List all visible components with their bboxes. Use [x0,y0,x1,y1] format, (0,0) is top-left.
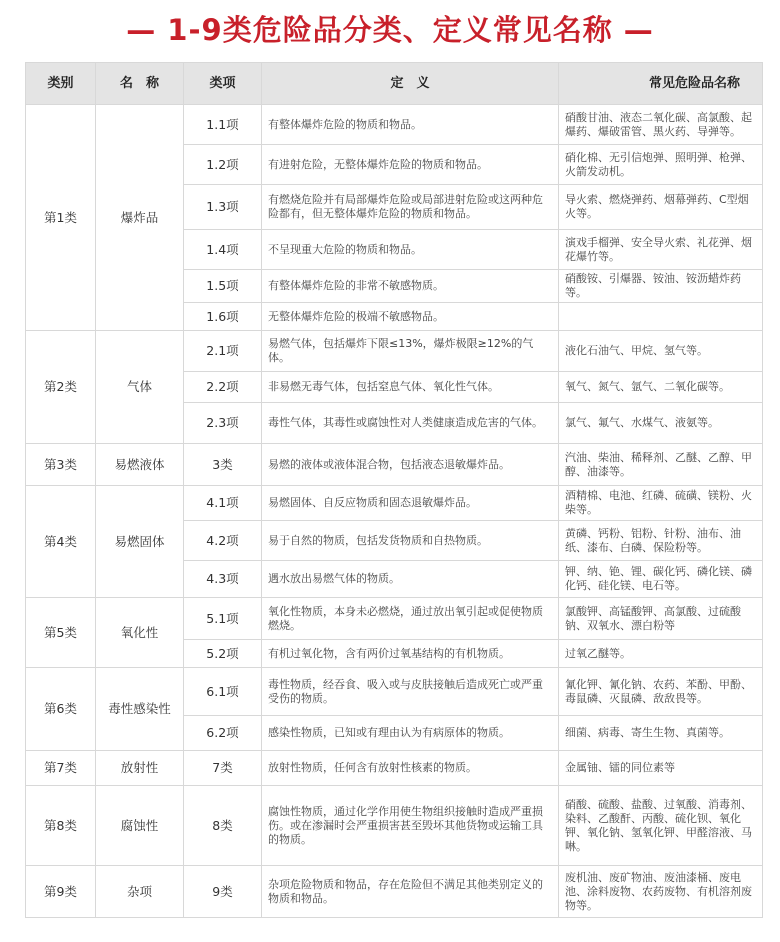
definition-cell: 有机过氧化物，含有两价过氧基结构的有机物质。 [262,640,559,668]
category-cell: 第6类 [26,668,96,751]
category-cell: 第2类 [26,331,96,444]
table-row [26,105,763,145]
subclass-cell: 4.2项 [184,521,262,561]
examples-cell: 金属铀、镭的同位素等 [559,751,763,786]
subclass-cell: 1.1项 [184,105,262,145]
examples-cell [559,303,763,331]
category-cell: 第1类 [26,105,96,331]
table-row [26,331,763,372]
subclass-cell: 8类 [184,786,262,866]
definition-cell: 氧化性物质，本身未必燃烧，通过放出氧引起或促使物质燃烧。 [262,598,559,640]
definition-cell: 易燃固体、自反应物质和固态退敏爆炸品。 [262,486,559,521]
examples-cell: 钾、纳、铯、锂、碳化钙、磷化镁、磷化钙、硅化镁、电石等。 [559,561,763,598]
subclass-cell: 2.2项 [184,372,262,403]
examples-cell: 硝酸甘油、液态二氧化碳、高氯酸、起爆药、爆破雷管、黑火药、导弹等。 [559,105,763,145]
subclass-cell: 2.1项 [184,331,262,372]
header-examples: 常见危险品名称 [559,63,763,105]
examples-cell: 硝酸、硫酸、盐酸、过氧酸、消毒剂、染料、乙酸酐、丙酸、硫化钡、氧化钾、氧化钠、氢氧化钾、甲醛溶液、马啉。 [559,786,763,866]
subclass-cell: 6.2项 [184,716,262,751]
definition-cell: 遇水放出易燃气体的物质。 [262,561,559,598]
name-cell: 氧化性 [96,598,184,668]
definition-cell: 放射性物质，任何含有放射性核素的物质。 [262,751,559,786]
name-cell: 放射性 [96,751,184,786]
header-definition: 定 义 [262,63,559,105]
category-cell: 第8类 [26,786,96,866]
examples-cell: 细菌、病毒、寄生生物、真菌等。 [559,716,763,751]
examples-cell: 酒精棉、电池、红磷、硫磺、镁粉、火柴等。 [559,486,763,521]
definition-cell: 有整体爆炸危险的物质和物品。 [262,105,559,145]
table-row [26,786,763,866]
examples-cell: 氯酸钾、高锰酸钾、高氯酸、过硫酸钠、双氧水、漂白粉等 [559,598,763,640]
subclass-cell: 5.2项 [184,640,262,668]
page-title: — 1-9类危险品分类、定义常见名称 — [126,13,654,47]
header-name: 名 称 [96,63,184,105]
subclass-cell: 2.3项 [184,403,262,444]
examples-cell: 导火索、燃烧弹药、烟幕弹药、C型烟火等。 [559,185,763,230]
subclass-cell: 1.2项 [184,145,262,185]
examples-cell: 硝酸铵、引爆器、铵油、铵沥蜡炸药等。 [559,270,763,303]
subclass-cell: 1.5项 [184,270,262,303]
name-cell: 腐蚀性 [96,786,184,866]
definition-cell: 有燃烧危险并有局部爆炸危险或局部进射危险或这两种危险都有，但无整体爆炸危险的物质和物品。 [262,185,559,230]
examples-cell: 液化石油气、甲烷、氢气等。 [559,331,763,372]
examples-cell: 氯气、氟气、水煤气、液氨等。 [559,403,763,444]
category-cell: 第7类 [26,751,96,786]
definition-cell: 毒性物质，经吞食、吸入或与皮肤接触后造成死亡或严重受伤的物质。 [262,668,559,716]
category-cell: 第5类 [26,598,96,668]
subclass-cell: 1.4项 [184,230,262,270]
definition-cell: 易于自然的物质，包括发货物质和自热物质。 [262,521,559,561]
table-row [26,668,763,716]
definition-cell: 有进射危险，无整体爆炸危险的物质和物品。 [262,145,559,185]
examples-cell: 废机油、废矿物油、废油漆桶、废电池、涂料废物、农药废物、有机溶剂废物等。 [559,866,763,918]
name-cell: 毒性感染性 [96,668,184,751]
subclass-cell: 7类 [184,751,262,786]
table-row [26,444,763,486]
table-row [26,751,763,786]
definition-cell: 杂项危险物质和物品，存在危险但不满足其他类别定义的物质和物品。 [262,866,559,918]
category-cell: 第9类 [26,866,96,918]
hazmat-classification-table [25,62,763,918]
subclass-cell: 9类 [184,866,262,918]
examples-cell: 硝化棉、无引信炮弹、照明弹、枪弹、火箭发动机。 [559,145,763,185]
header-subclass: 类项 [184,63,262,105]
definition-cell: 毒性气体，其毒性或腐蚀性对人类健康造成危害的气体。 [262,403,559,444]
subclass-cell: 4.3项 [184,561,262,598]
examples-cell: 黄磷、钙粉、铝粉、针粉、油布、油纸、漆布、白磷、保险粉等。 [559,521,763,561]
name-cell: 杂项 [96,866,184,918]
definition-cell: 非易燃无毒气体，包括窒息气体、氧化性气体。 [262,372,559,403]
category-cell: 第3类 [26,444,96,486]
name-cell: 易燃固体 [96,486,184,598]
table-row [26,866,763,918]
definition-cell: 不呈现重大危险的物质和物品。 [262,230,559,270]
definition-cell: 感染性物质，已知或有理由认为有病原体的物质。 [262,716,559,751]
subclass-cell: 1.3项 [184,185,262,230]
header-category: 类别 [26,63,96,105]
subclass-cell: 1.6项 [184,303,262,331]
name-cell: 爆炸品 [96,105,184,331]
name-cell: 易燃液体 [96,444,184,486]
table-row [26,598,763,640]
subclass-cell: 5.1项 [184,598,262,640]
subclass-cell: 3类 [184,444,262,486]
definition-cell: 易燃气体，包括爆炸下限≤13%，爆炸极限≥12%的气体。 [262,331,559,372]
examples-cell: 汽油、柴油、稀释剂、乙醚、乙醇、甲醇、油漆等。 [559,444,763,486]
category-cell: 第4类 [26,486,96,598]
table-row [26,486,763,521]
subclass-cell: 6.1项 [184,668,262,716]
table-header-row [26,63,763,105]
definition-cell: 腐蚀性物质，通过化学作用使生物组织接触时造成严重损伤。或在渗漏时会严重损害甚至毁坏其他货物或运输工具的物质。 [262,786,559,866]
examples-cell: 过氧乙醚等。 [559,640,763,668]
definition-cell: 有整体爆炸危险的非常不敏感物质。 [262,270,559,303]
definition-cell: 易燃的液体或液体混合物，包括液态退敏爆炸品。 [262,444,559,486]
examples-cell: 氧气、氮气、氩气、二氧化碳等。 [559,372,763,403]
examples-cell: 氰化钾、氰化钠、农药、苯酚、甲酚、毒鼠磷、灭鼠磷、敌敌畏等。 [559,668,763,716]
name-cell: 气体 [96,331,184,444]
examples-cell: 演戏手榴弹、安全导火索、礼花弹、烟花爆竹等。 [559,230,763,270]
subclass-cell: 4.1项 [184,486,262,521]
definition-cell: 无整体爆炸危险的极端不敏感物品。 [262,303,559,331]
